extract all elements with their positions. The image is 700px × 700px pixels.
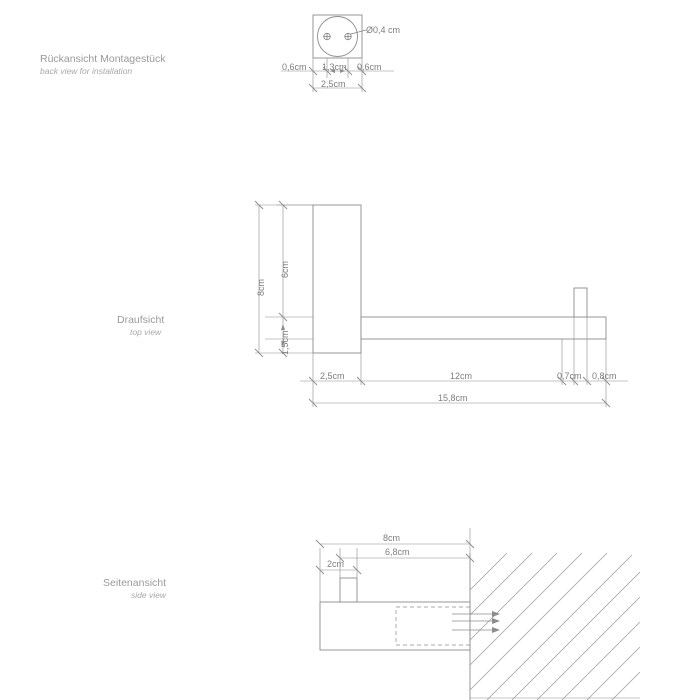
dim-side-inner-depth: 6,8cm <box>385 547 410 557</box>
dim-back-right-margin: 0,6cm <box>357 62 382 72</box>
dim-top-arm-length: 12cm <box>450 371 473 381</box>
side-view-geometry <box>316 528 640 700</box>
section-title-back-view: Rückansicht Montagestück <box>40 53 166 65</box>
dim-side-plate-depth: 2cm <box>327 559 345 569</box>
dim-top-lower-height: 1,5cm <box>280 330 290 355</box>
dim-back-left-margin: 0,6cm <box>282 62 307 72</box>
dim-top-overall-height: 8cm <box>256 278 266 296</box>
dim-back-total-width: 2,5cm <box>321 79 346 89</box>
section-title-side-view: Seitenansicht <box>103 577 167 589</box>
section-title-top-view: Draufsicht <box>117 314 165 326</box>
section-subtitle-side-view: side view <box>131 590 166 600</box>
dim-hole-diameter: Ø0,4 cm <box>366 25 401 35</box>
dim-side-total-depth: 8cm <box>383 533 401 543</box>
dim-back-center: 1,3cm <box>322 62 347 72</box>
section-subtitle-top-view: top view <box>130 327 162 337</box>
dim-top-end-piece: 0,8cm <box>592 371 617 381</box>
dim-top-gap: 0,7cm <box>557 371 582 381</box>
dim-top-upper-height: 6cm <box>280 260 290 278</box>
dim-top-plate-width: 2,5cm <box>320 371 345 381</box>
dim-top-total-length: 15,8cm <box>438 393 468 403</box>
section-subtitle-back-view: back view for installation <box>40 66 133 76</box>
